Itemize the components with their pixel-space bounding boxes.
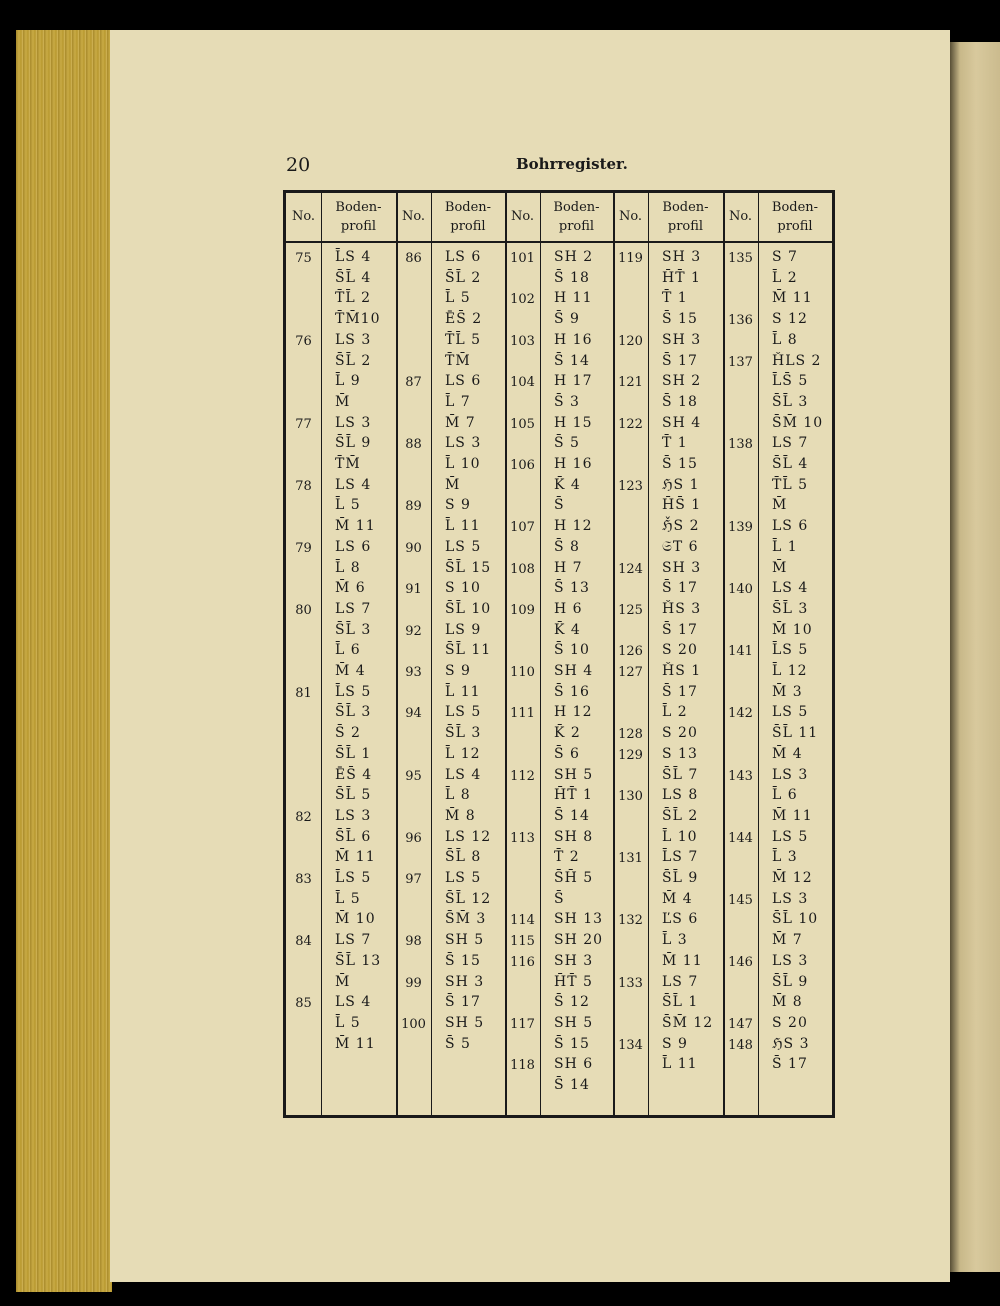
soil-layer: S̄ [554,890,565,907]
boring-number: 120 [618,333,643,349]
soil-layer: L̄ 9 [335,373,361,390]
soil-layer: T̄ 1 [662,435,688,452]
soil-layer: S̄L̄ 3 [335,621,372,638]
boring-number: 132 [618,913,643,929]
soil-layer: S̄L̄ 2 [445,269,482,286]
soil-layer: L̄ 11 [445,683,481,700]
soil-layer: M̄ 11 [662,952,703,969]
boring-number: 127 [618,665,643,680]
soil-layer: S̄L̄ 6 [335,828,372,845]
soil-layer: ȞLS 2 [772,352,822,369]
soil-layer: S̄ 5 [554,435,580,452]
soil-layer: H 12 [554,704,593,721]
boring-number: 129 [618,747,643,763]
soil-layer: M̄ 11 [772,290,813,307]
boring-number: 87 [405,375,422,391]
book-spine-edge [16,30,112,1292]
soil-layer: S 9 [445,663,471,679]
boring-number: 88 [405,437,422,453]
soil-layer: L̄ 1 [772,538,798,555]
soil-layer: SH 5 [554,1014,594,1031]
header-bodenprofil: Boden- profil [771,199,819,234]
soil-layer: LS 4 [335,994,372,1011]
soil-layer: SH 13 [554,911,604,928]
header-bodenprofil: Boden- profil [335,199,382,234]
soil-layer: S̄ 3 [554,393,580,410]
soil-layer: S̄ 15 [662,456,698,472]
soil-layer: S̄ 9 [554,311,580,328]
boring-number: 83 [295,872,312,887]
soil-layer: ℌS 3 [772,1035,810,1052]
boring-number: 124 [618,561,643,577]
soil-layer: L̄ 3 [662,932,688,949]
soil-layer: LS 6 [445,373,482,390]
soil-layer: S̄L̄ 13 [335,952,382,969]
soil-layer: M̄ [445,476,461,493]
bohrregister-table [283,190,835,1118]
boring-number: 99 [405,975,422,991]
soil-layer: SH 4 [554,663,594,679]
boring-number: 112 [510,768,535,784]
boring-number: 102 [510,292,535,308]
soil-layer: LS 5 [445,704,482,721]
soil-layer: S 7 [772,249,798,265]
soil-layer: L̄ 2 [772,269,798,286]
soil-layer: L̄ 6 [335,642,361,659]
soil-layer: ĒS̄ 4 [335,766,373,783]
boring-number: 140 [728,582,753,598]
boring-number: 121 [618,375,643,391]
soil-layer: ĽS 6 [662,911,699,928]
soil-layer: S̄ 10 [554,642,590,659]
boring-number: 143 [728,768,753,784]
soil-layer: M̄ 7 [772,932,803,949]
soil-layer: M̄ 4 [662,890,693,907]
header-bodenprofil: Boden- profil [553,199,600,234]
soil-layer: H 12 [554,518,593,535]
soil-layer: S 20 [772,1014,808,1031]
soil-layer: S̄ 17 [445,994,481,1011]
boring-number: 84 [295,934,312,950]
boring-number: 106 [510,458,535,473]
soil-layer: S̄ 18 [554,269,590,286]
soil-layer: L̄ 5 [335,497,361,514]
soil-layer: L̄S̄ 5 [772,373,809,390]
soil-layer: L̄ 5 [335,1014,361,1031]
soil-layer: M̄ [772,497,788,514]
boring-number: 123 [618,478,643,494]
soil-layer: S̄ 13 [554,580,590,597]
header-no: No. [728,209,753,225]
soil-layer: LS 6 [772,518,809,535]
boring-number: 108 [510,561,535,577]
soil-layer: LS 7 [772,435,809,452]
soil-layer: S̄L̄ 2 [662,807,699,824]
soil-layer: 𝔖T 6 [662,538,699,555]
boring-number: 135 [728,251,753,266]
soil-layer: S̄ 14 [554,807,590,824]
soil-layer: T̄L̄ 2 [335,290,371,307]
soil-layer: M̄ 8 [445,807,476,824]
soil-layer: S̄M̄ 10 [772,414,824,431]
soil-layer: S 13 [662,745,698,762]
soil-layer: LS 7 [335,600,372,617]
soil-layer: S̄L̄ 9 [335,435,372,452]
header-no: No. [401,209,426,225]
soil-layer: S̄ [554,497,565,514]
soil-layer: S̄ 15 [554,1035,590,1052]
soil-layer: SH 3 [662,331,702,348]
soil-layer: S̄ 18 [662,393,698,410]
boring-number: 110 [510,665,535,680]
soil-layer: M̄ 11 [335,518,376,535]
soil-layer: M̄ 11 [335,849,376,866]
boring-number: 125 [618,602,643,618]
soil-layer: S 12 [772,311,808,328]
soil-layer: LS 3 [335,414,372,431]
soil-layer: SH 3 [445,973,485,990]
soil-layer: LS 3 [772,890,809,907]
soil-layer: L̄ 3 [772,849,798,866]
soil-layer: H 15 [554,414,593,431]
soil-layer: S̄H̄ 5 [554,870,594,886]
column-rule [758,193,759,1115]
soil-layer: L̄S 5 [335,870,372,886]
boring-number: 133 [618,975,643,991]
boring-number: 144 [728,830,753,846]
boring-number: 134 [618,1037,643,1053]
soil-layer: S̄ 2 [335,725,361,742]
soil-layer: H̄T̄ 1 [554,787,593,804]
soil-layer: H 17 [554,373,593,390]
soil-layer: L̄ 7 [445,393,471,410]
soil-layer: S̄ 15 [662,311,698,328]
soil-layer: SH 5 [445,932,485,949]
soil-layer: L̄ 8 [772,331,798,348]
soil-layer: L̄ 8 [445,787,471,804]
soil-layer: LS 5 [772,828,809,845]
boring-number: 111 [510,706,535,722]
boring-number: 136 [728,313,753,329]
soil-layer: LS 5 [445,870,482,886]
soil-layer: H̄T̄ 5 [554,973,593,990]
soil-layer: T̄M̄ [445,352,471,369]
soil-layer: LS 4 [445,766,482,783]
soil-layer: S̄ 16 [554,683,590,700]
soil-layer: S̄M̄ 12 [662,1014,714,1031]
soil-layer: LS 5 [772,704,809,721]
soil-layer: S̄L̄ 11 [772,725,819,742]
boring-number: 79 [295,540,312,556]
boring-number: 130 [618,789,643,805]
soil-layer: L̄S 4 [335,249,372,265]
boring-number: 117 [510,1016,535,1032]
boring-number: 142 [728,706,753,722]
soil-layer: L̄ 8 [335,559,361,576]
soil-layer: S̄L̄ 3 [445,725,482,742]
soil-layer: LS 6 [335,538,372,555]
soil-layer: S̄ 17 [662,621,698,638]
soil-layer: L̄ 12 [445,745,481,762]
boring-number: 96 [405,830,422,846]
soil-layer: H 16 [554,331,593,348]
column-rule [431,193,432,1115]
soil-layer: L̄ 5 [445,290,471,307]
boring-number: 92 [405,623,422,639]
boring-number: 118 [510,1058,535,1074]
soil-layer: M̄ 12 [772,870,813,886]
soil-layer: LS 8 [662,787,699,804]
soil-layer: S 20 [662,725,698,742]
soil-layer: T̄ 1 [662,290,688,307]
soil-layer: M̄ [335,973,351,990]
soil-layer: S̄ 17 [662,683,698,700]
boring-number: 119 [618,251,643,266]
soil-layer: T̄L̄ 5 [445,331,481,348]
boring-number: 115 [510,934,535,950]
header-no: No. [618,209,643,225]
soil-layer: K̄ 2 [554,725,581,742]
boring-number: 141 [728,644,753,660]
soil-layer: S̄ 12 [554,994,590,1011]
soil-layer: S̄L̄ 1 [662,994,699,1011]
soil-layer: SH 20 [554,932,604,949]
soil-layer: LS 3 [772,952,809,969]
soil-layer: S̄L̄ 15 [445,559,492,576]
soil-layer: LS 4 [772,580,809,597]
soil-layer: LS 9 [445,621,482,638]
soil-layer: L̄S 5 [772,642,809,659]
boring-number: 104 [510,375,535,391]
soil-layer: S̄L̄ 2 [335,352,372,369]
soil-layer: S̄ 14 [554,1077,590,1093]
soil-layer: S̄ 14 [554,352,590,369]
soil-layer: L̄S 5 [335,683,372,700]
soil-layer: H̄T̄ 1 [662,269,701,286]
boring-number: 80 [295,602,312,618]
soil-layer: S̄L̄ 4 [335,269,372,286]
boring-number: 78 [295,478,312,494]
soil-layer: H 6 [554,600,583,617]
boring-number: 90 [405,540,422,556]
boring-number: 86 [405,251,422,266]
soil-layer: SH 3 [554,952,594,969]
soil-layer: SH 3 [662,559,702,576]
soil-layer: ȞS 1 [662,663,702,679]
column-rule [648,193,649,1115]
soil-layer: L̄ 10 [445,456,481,472]
boring-number: 126 [618,644,643,660]
soil-layer: SH 5 [554,766,594,783]
soil-layer: M̄ 11 [335,1035,376,1052]
boring-number: 113 [510,830,535,846]
soil-layer: S̄L̄ 9 [662,870,699,886]
soil-layer: SH 5 [445,1014,485,1031]
soil-layer: SH 3 [662,249,702,265]
page-title: Bohrregister. [516,155,628,173]
boring-number: 76 [295,333,312,349]
soil-layer: T̄M̄10 [335,311,381,328]
boring-number: 146 [728,954,753,970]
boring-number: 91 [405,582,422,598]
facing-page-edge [946,42,1000,1272]
soil-layer: LS 4 [335,476,372,493]
soil-layer: S̄L̄ 4 [772,456,809,472]
soil-layer: LS 5 [445,538,482,555]
page-number: 20 [286,154,311,176]
soil-layer: S 20 [662,642,698,659]
soil-layer: M̄ 4 [335,663,366,679]
soil-layer: S̄L̄ 10 [445,600,492,617]
soil-layer: S̄L̄ 10 [772,911,819,928]
soil-layer: S̄L̄ 1 [335,745,372,762]
soil-layer: M̄ 10 [772,621,813,638]
boring-number: 137 [728,354,753,370]
soil-layer: H 16 [554,456,593,472]
soil-layer: S̄ 6 [554,745,580,762]
boring-number: 122 [618,416,643,432]
soil-layer: S̄L̄ 12 [445,890,492,907]
soil-layer: S̄L̄ 3 [335,704,372,721]
boring-number: 89 [405,499,422,515]
boring-number: 101 [510,251,535,266]
soil-layer: ℌS 1 [662,476,700,493]
boring-number: 148 [728,1037,753,1053]
soil-layer: S̄ 5 [445,1035,471,1052]
boring-number: 131 [618,851,643,867]
column-rule [321,193,322,1115]
soil-layer: LS 6 [445,249,482,265]
soil-layer: S̄L̄ 8 [445,849,482,866]
soil-layer: S̄L̄ 3 [772,393,809,410]
soil-layer: S̄M̄ 3 [445,911,487,928]
soil-layer: L̄ 12 [772,663,808,679]
soil-layer: H 11 [554,290,593,307]
soil-layer: S̄L̄ 5 [335,787,372,804]
soil-layer: LS 7 [335,932,372,949]
soil-layer: K̄ 4 [554,621,581,638]
soil-layer: LS 7 [662,973,699,990]
soil-layer: M̄ 3 [772,683,803,700]
soil-layer: T̄M̄ [335,456,361,472]
header-no: No. [291,209,316,225]
soil-layer: ĒS̄ 2 [445,311,483,328]
soil-layer: M̄ [772,559,788,576]
boring-number: 97 [405,872,422,887]
boring-number: 100 [401,1016,426,1032]
header-rule [286,241,832,243]
header-bodenprofil: Boden- profil [444,199,492,234]
boring-number: 75 [295,251,312,266]
soil-layer: L̄ 6 [772,787,798,804]
boring-number: 98 [405,934,422,950]
column-rule [540,193,541,1115]
boring-number: 109 [510,602,535,618]
soil-layer: L̄ 10 [662,828,698,845]
soil-layer: SH 8 [554,828,594,845]
soil-layer: LS 3 [772,766,809,783]
boring-number: 105 [510,416,535,432]
soil-layer: S̄ 17 [772,1056,808,1073]
soil-layer: LS 3 [335,331,372,348]
boring-number: 128 [618,727,643,743]
boring-number: 93 [405,665,422,680]
header-bodenprofil: Boden- profil [662,199,709,234]
soil-layer: SH 4 [662,414,702,431]
soil-layer: S̄L̄ 7 [662,766,699,783]
boring-number: 77 [295,416,312,432]
boring-number: 95 [405,768,422,784]
soil-layer: S̄ 17 [662,352,698,369]
soil-layer: S̄L̄ 9 [772,973,809,990]
boring-number: 94 [405,706,422,722]
boring-number: 114 [510,913,535,929]
soil-layer: T̄L̄ 5 [772,476,808,493]
soil-layer: M̄ 11 [772,807,813,824]
boring-number: 145 [728,892,753,908]
soil-layer: S 9 [445,497,471,514]
soil-layer: L̄S 7 [662,849,699,866]
soil-layer: S̄L̄ 3 [772,600,809,617]
boring-number: 85 [295,996,312,1012]
soil-layer: M̄ 8 [772,994,803,1011]
boring-number: 82 [295,809,312,825]
soil-layer: LS 3 [445,435,482,452]
soil-layer: M̄ 10 [335,911,376,928]
header-no: No. [510,209,535,225]
soil-layer: L̄ 11 [445,518,481,535]
soil-layer: S̄L̄ 11 [445,642,492,659]
boring-number: 139 [728,520,753,536]
boring-number: 107 [510,520,535,536]
soil-layer: L̄ 11 [662,1056,698,1073]
soil-layer: S̄ 15 [445,952,481,969]
soil-layer: SH 2 [662,373,702,390]
column-rule [505,193,507,1115]
soil-layer: LS 3 [335,807,372,824]
soil-layer: K̄ 4 [554,476,581,493]
soil-layer: M̄ 6 [335,580,366,597]
soil-layer: SH 2 [554,249,594,265]
soil-layer: SH 6 [554,1056,594,1073]
boring-number: 81 [295,685,312,701]
soil-layer: M̄ 4 [772,745,803,762]
soil-layer: S 10 [445,580,481,597]
boring-number: 138 [728,437,753,453]
soil-layer: LS 12 [445,828,492,845]
soil-layer: L̄ 5 [335,890,361,907]
soil-layer: S̄ 8 [554,538,580,555]
soil-layer: S 9 [662,1035,688,1052]
soil-layer: M̄ [335,393,351,410]
boring-number: 103 [510,333,535,349]
soil-layer: ȞS 3 [662,600,702,617]
soil-layer: H 7 [554,559,583,576]
soil-layer: L̄ 2 [662,704,688,721]
boring-number: 116 [510,954,535,970]
soil-layer: ℌ̌S 2 [662,518,700,535]
soil-layer: M̄ 7 [445,414,476,431]
soil-layer: H̄S̄ 1 [662,497,702,514]
soil-layer: S̄ 17 [662,580,698,597]
soil-layer: T̄ 2 [554,849,580,866]
boring-number: 147 [728,1016,753,1032]
